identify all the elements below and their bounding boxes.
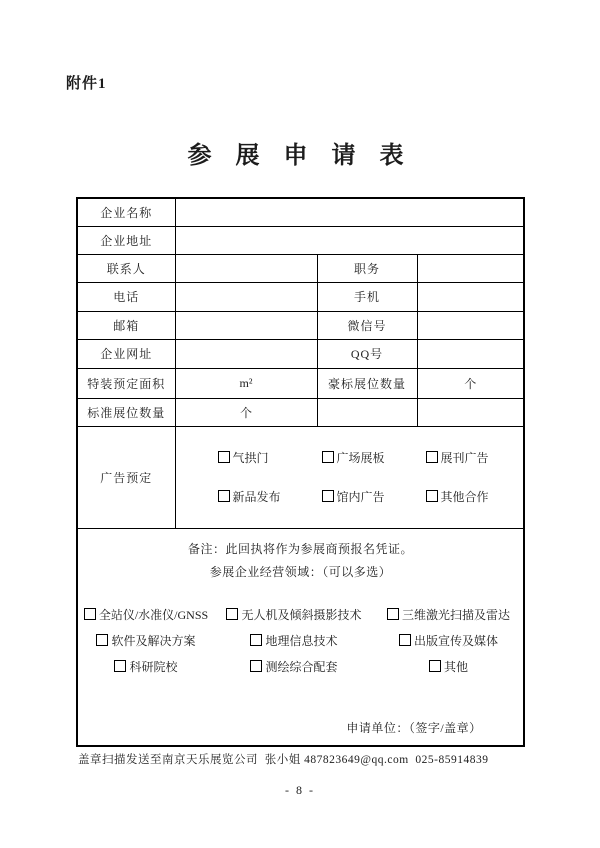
ad-options-grid (176, 449, 524, 505)
qq-field (417, 339, 524, 368)
table-row-remarks (77, 528, 524, 746)
business-option-label: 地理信息技术 (265, 633, 338, 648)
ad-option-label: 新品发布 (232, 490, 281, 504)
table-row (77, 226, 524, 254)
footer-contact-note: 盖章扫描发送至南京天乐展览公司 张小姐 487823649@qq.com 025-85914839 (78, 754, 489, 766)
checkbox-icon (250, 634, 262, 646)
business-options-grid (78, 606, 523, 675)
phone-label: 电话 (77, 282, 175, 311)
business-option (78, 606, 214, 623)
table-row (77, 398, 524, 426)
company-name-label: 企业名称 (77, 198, 175, 226)
wechat-label: 微信号 (317, 311, 417, 339)
company-address-label: 企业地址 (77, 226, 175, 254)
business-option-label: 科研院校 (129, 659, 178, 674)
wechat-field (417, 311, 524, 339)
table-row (77, 368, 524, 398)
checkbox-icon (114, 660, 126, 672)
business-option-label: 测绘综合配套 (265, 659, 338, 674)
ad-booking-label: 广告预定 (77, 426, 175, 528)
ad-option-label: 展刊广告 (440, 451, 489, 465)
business-option-label: 其他 (443, 659, 468, 674)
ad-option-label: 气拱门 (232, 451, 269, 465)
business-option (374, 632, 523, 649)
mobile-label: 手机 (317, 282, 417, 311)
business-field-heading: 参展企业经营领域：（可以多选） (209, 564, 392, 579)
table-row (77, 198, 524, 226)
remark-text: 备注：此回执将作为参展商预报名凭证。 (187, 541, 413, 556)
checkbox-icon (218, 490, 230, 502)
remarks-cell (77, 528, 524, 746)
ad-option-label: 其他合作 (440, 490, 489, 504)
business-option (374, 606, 523, 623)
business-option-label: 无人机及倾斜摄影技术 (241, 607, 362, 622)
phone-field (175, 282, 317, 311)
table-row (77, 311, 524, 339)
checkbox-icon (426, 490, 438, 502)
qq-label: QQ号 (317, 339, 417, 368)
ad-option (426, 449, 524, 466)
ad-options-cell (175, 426, 524, 528)
email-label: 邮箱 (77, 311, 175, 339)
checkbox-icon (226, 608, 238, 620)
contact-field (175, 254, 317, 282)
contact-label: 联系人 (77, 254, 175, 282)
page-title: 参 展 申 请 表 (187, 143, 413, 169)
empty-cell (317, 398, 417, 426)
standard-booth-unit: 个 (175, 398, 317, 426)
business-option (78, 632, 214, 649)
ad-option (426, 488, 524, 505)
checkbox-icon (218, 451, 230, 463)
business-option (214, 606, 374, 623)
table-row (77, 254, 524, 282)
company-address-field (175, 226, 524, 254)
business-option-label: 三维激光扫描及雷达 (401, 607, 510, 622)
checkbox-icon (322, 490, 334, 502)
checkbox-icon (250, 660, 262, 672)
checkbox-icon (387, 608, 399, 620)
mobile-field (417, 282, 524, 311)
table-row (77, 282, 524, 311)
ad-option (322, 449, 426, 466)
business-option-label: 全站仪/水准仪/GNSS (98, 607, 209, 622)
position-label: 职务 (317, 254, 417, 282)
deluxe-booth-label: 豪标展位数量 (317, 368, 417, 398)
checkbox-icon (322, 451, 334, 463)
checkbox-icon (84, 608, 96, 620)
business-option (214, 632, 374, 649)
special-area-label: 特装预定面积 (77, 368, 175, 398)
deluxe-booth-unit: 个 (417, 368, 524, 398)
empty-cell (417, 398, 524, 426)
applicant-signature-label: 申请单位：（签字/盖章） (346, 720, 482, 735)
company-name-field (175, 198, 524, 226)
ad-option (218, 488, 322, 505)
special-area-unit: m² (175, 368, 317, 398)
application-form-table (76, 197, 525, 747)
business-option-label: 软件及解决方案 (111, 633, 196, 648)
business-option (374, 658, 523, 675)
website-field (175, 339, 317, 368)
ad-option (218, 449, 322, 466)
email-field (175, 311, 317, 339)
business-option (78, 658, 214, 675)
business-option-label: 出版宣传及媒体 (413, 633, 498, 648)
table-row-ad-booking (77, 426, 524, 528)
checkbox-icon (96, 634, 108, 646)
standard-booth-label: 标准展位数量 (77, 398, 175, 426)
checkbox-icon (399, 634, 411, 646)
website-label: 企业网址 (77, 339, 175, 368)
table-row (77, 339, 524, 368)
checkbox-icon (426, 451, 438, 463)
business-option (214, 658, 374, 675)
position-field (417, 254, 524, 282)
attachment-label: 附件1 (66, 76, 107, 92)
checkbox-icon (429, 660, 441, 672)
ad-option-label: 馆内广告 (336, 490, 385, 504)
ad-option-label: 广场展板 (336, 451, 385, 465)
ad-option (322, 488, 426, 505)
page-number: - 8 - (285, 783, 315, 797)
